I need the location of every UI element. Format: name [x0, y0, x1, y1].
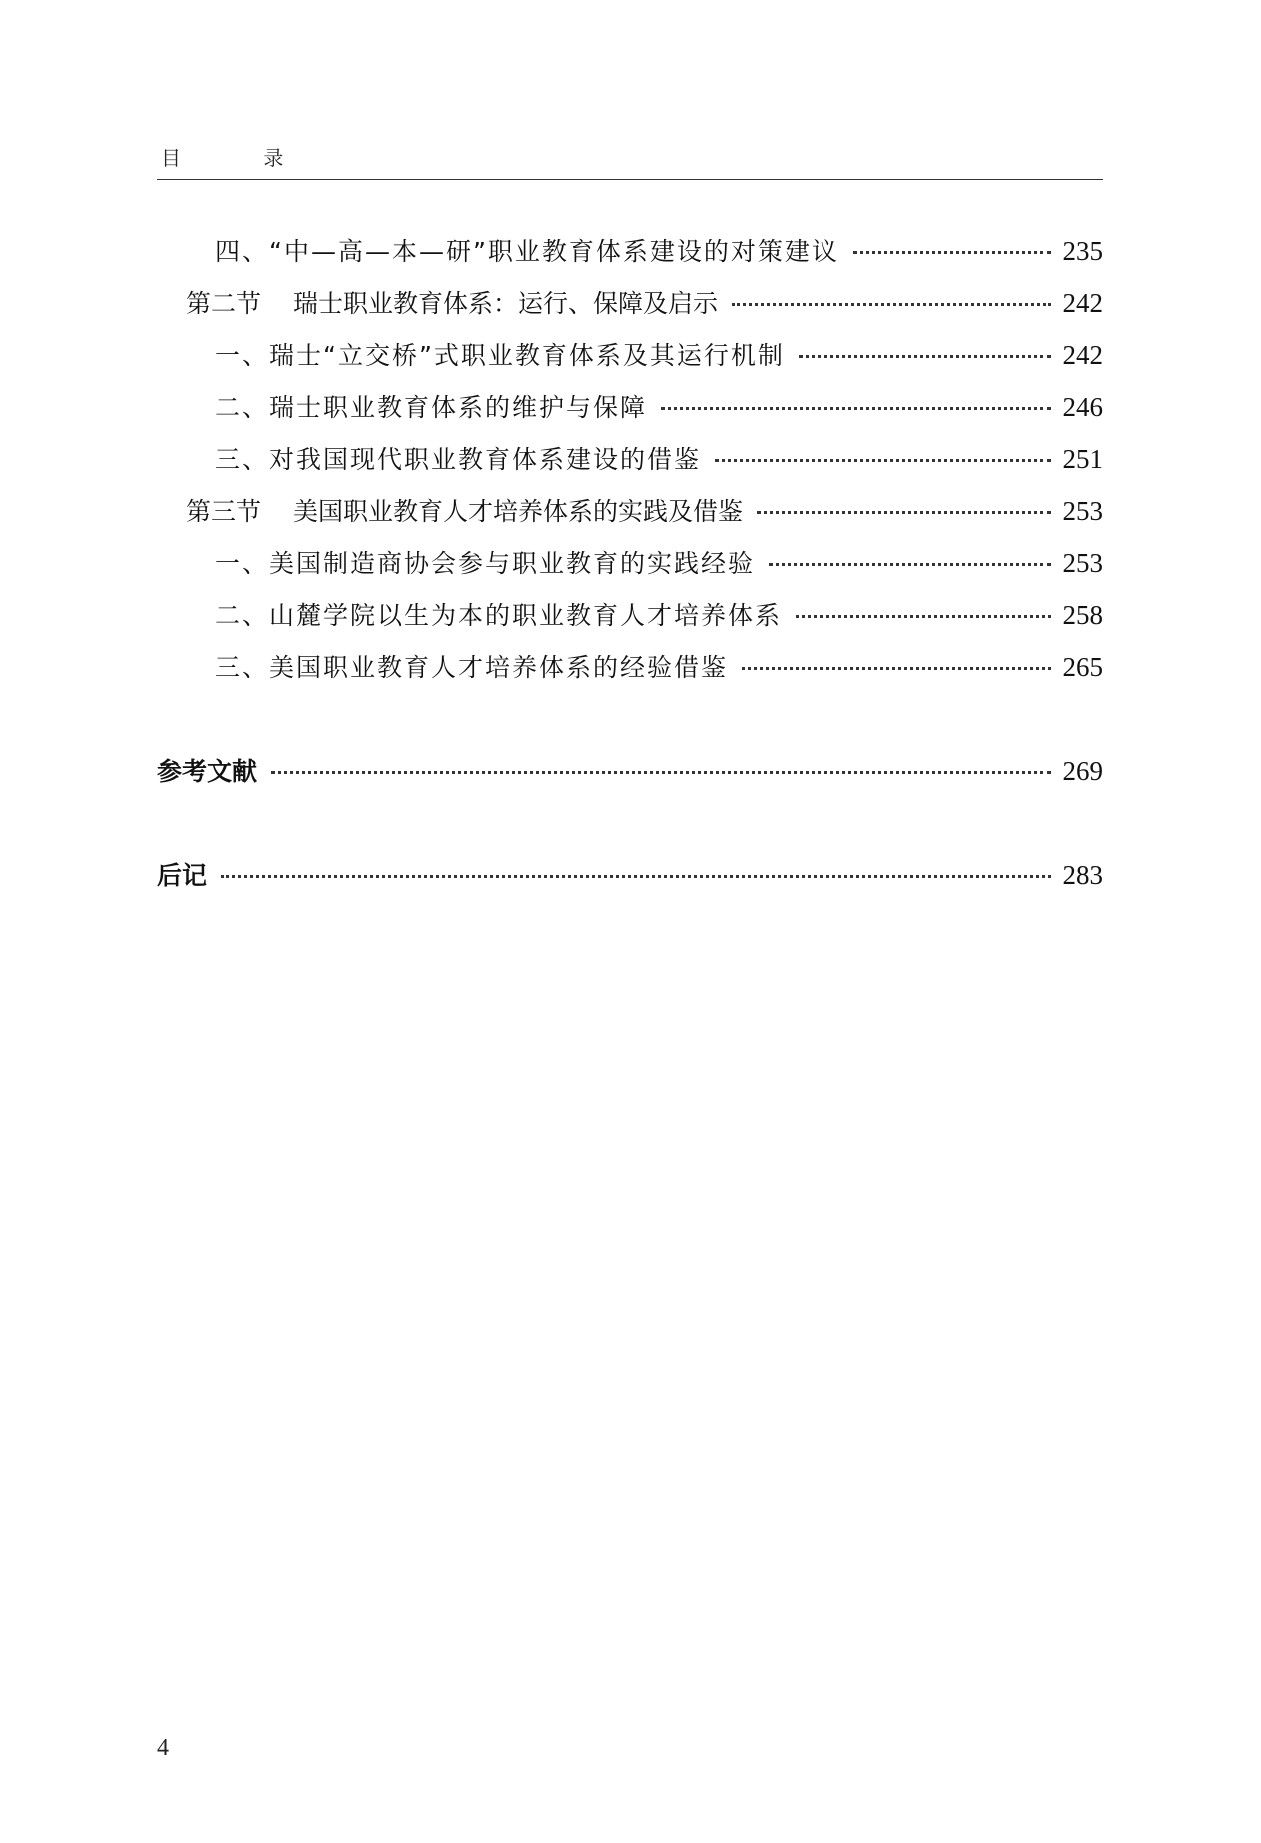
running-header: [157, 140, 1103, 180]
toc-entry-page: 235: [1062, 236, 1103, 266]
toc-entry-page: 246: [1062, 392, 1103, 422]
dot-leader: [769, 563, 1050, 566]
toc-section[interactable]: [186, 284, 1103, 324]
section-number: 第二节: [186, 289, 262, 318]
toc-section-page: 242: [1062, 288, 1103, 318]
toc-entry-page: 265: [1062, 652, 1103, 682]
section-heading: 美国职业教育人才培养体系的实践及借鉴: [293, 497, 744, 526]
toc-chapter-title: 参考文献: [157, 757, 258, 786]
toc-chapter-references[interactable]: [157, 752, 1103, 792]
toc-entry-title: 三、对我国现代职业教育体系建设的借鉴: [215, 445, 702, 474]
dot-leader: [732, 303, 1050, 306]
toc-chapter-page: 283: [1062, 860, 1103, 890]
header-rule: [157, 179, 1103, 180]
toc-entry[interactable]: [215, 232, 1103, 272]
toc-entry-title: 二、山麓学院以生为本的职业教育人才培养体系: [215, 601, 783, 630]
dot-leader: [271, 771, 1050, 774]
dot-leader: [799, 355, 1051, 358]
toc-entry-title: 四、“中—高—本—研”职业教育体系建设的对策建议: [215, 237, 839, 266]
section-number: 第三节: [186, 497, 262, 526]
dot-leader: [853, 251, 1051, 254]
toc-entry[interactable]: [215, 648, 1103, 688]
toc-entry[interactable]: [215, 596, 1103, 636]
toc-entry-page: 242: [1062, 340, 1103, 370]
toc-entry-page: 253: [1062, 548, 1103, 578]
toc-entry[interactable]: [215, 440, 1103, 480]
dot-leader: [221, 875, 1050, 878]
toc-entry[interactable]: [215, 544, 1103, 584]
toc-section-page: 253: [1062, 496, 1103, 526]
toc-section[interactable]: [186, 492, 1103, 532]
toc-entry-title: 一、美国制造商协会参与职业教育的实践经验: [215, 549, 756, 578]
toc-entry-page: 258: [1062, 600, 1103, 630]
toc-entry-title: 一、瑞士“立交桥”式职业教育体系及其运行机制: [215, 341, 785, 370]
section-heading: 瑞士职业教育体系：运行、保障及启示: [293, 289, 719, 318]
dot-leader: [715, 459, 1050, 462]
toc-chapter-page: 269: [1062, 756, 1103, 786]
toc-entry-title: 二、瑞士职业教育体系的维护与保障: [215, 393, 648, 422]
toc-entry[interactable]: [215, 336, 1103, 376]
toc-section-title: [186, 284, 718, 320]
dot-leader: [757, 511, 1050, 514]
toc-section-title: [186, 492, 743, 528]
dot-leader: [796, 615, 1050, 618]
page-number: 4: [157, 1735, 169, 1761]
header-title: 目 录: [161, 146, 322, 170]
toc-chapter-postscript[interactable]: [157, 856, 1103, 896]
dot-leader: [661, 407, 1050, 410]
dot-leader: [742, 667, 1050, 670]
toc-entry-page: 251: [1062, 444, 1103, 474]
toc-entry[interactable]: [215, 388, 1103, 428]
toc-chapter-title: 后记: [157, 861, 208, 890]
toc-entry-title: 三、美国职业教育人才培养体系的经验借鉴: [215, 653, 729, 682]
